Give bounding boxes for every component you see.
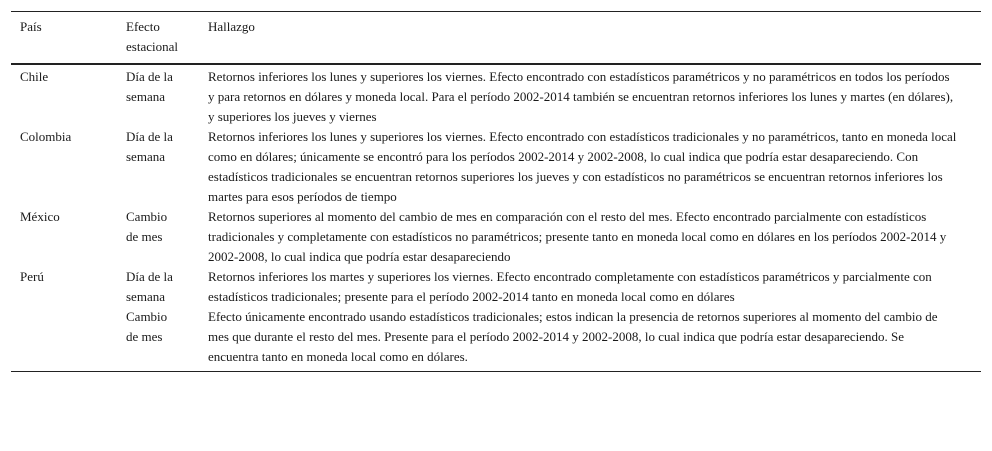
cell-pais: Chile	[20, 69, 49, 84]
cell-efecto-text: Día de la semana	[126, 269, 173, 304]
header-pais: País	[20, 19, 42, 34]
cell-efecto-text: Cambio de mes	[126, 209, 168, 244]
cell-hallazgo: Retornos inferiores los martes y superiores los viernes. Efecto encontrado completamente con estadísticos paramétricos y parcialmente con estadísticos tradicionales; presente para el período 2002-2014 tanto en moneda local como en dólares	[208, 269, 932, 304]
cell-efecto-text: Cambio de mes	[126, 309, 168, 344]
cell-pais: Perú	[20, 269, 44, 284]
cell-hallazgo: Retornos superiores al momento del cambio de mes en comparación con el resto del mes. Efecto encontrado parcialmente con estadísticos tradicionales y completamente con estadísticos no paramétricos; presente tanto en moneda local como en dólares en los períodos 2002-2014 y 2002-2008, lo cual indica que podría estar desapareciendo	[208, 209, 947, 264]
cell-efecto	[116, 267, 208, 307]
cell-pais: México	[20, 209, 60, 224]
cell-hallazgo: Retornos inferiores los lunes y superiores los viernes. Efecto encontrado con estadísticos paramétricos y no paramétricos en todos los períodos y para retornos en dólares y moneda local. Para el período 2002-2014 también se encuentran retornos inferiores los lunes y martes (en dólares), y superiores los jueves y viernes	[208, 69, 954, 124]
table-header-row	[11, 12, 981, 65]
cell-efecto-text: Día de la semana	[126, 129, 173, 164]
cell-efecto	[116, 207, 208, 267]
cell-efecto	[116, 127, 208, 207]
findings-table	[11, 11, 981, 372]
table-row	[11, 64, 981, 127]
header-efecto	[116, 12, 208, 65]
table-row	[11, 207, 981, 267]
cell-efecto	[116, 64, 208, 127]
cell-efecto-text: Día de la semana	[126, 69, 173, 104]
header-efecto-text: Efecto estacional	[126, 19, 178, 54]
cell-pais: Colombia	[20, 129, 72, 144]
table-row	[11, 307, 981, 372]
cell-pais	[11, 307, 116, 372]
header-hallazgo: Hallazgo	[208, 19, 255, 34]
cell-hallazgo: Efecto únicamente encontrado usando estadísticos tradicionales; estos indican la presencia de retornos superiores al momento del cambio de mes que durante el resto del mes. Presente para el período 2002-2014 y 2002-2008, lo cual indica que podría estar desapareciendo. Se encuentra tanto en moneda local como en dólares.	[208, 309, 938, 364]
cell-efecto	[116, 307, 208, 372]
findings-table-container	[11, 11, 981, 372]
table-row	[11, 127, 981, 207]
cell-hallazgo: Retornos inferiores los lunes y superiores los viernes. Efecto encontrado con estadísticos tradicionales y no paramétricos, tanto en moneda local como en dólares; únicamente se encontró para los períodos 2002-2014 y 2002-2008, lo cual indica que podría estar desapareciendo. Con estadísticos tradicionales se encuentran retornos superiores los jueves y con estadísticos no paramétricos se encuentran retornos inferiores los martes para esos períodos de tiempo	[208, 129, 957, 204]
table-row	[11, 267, 981, 307]
